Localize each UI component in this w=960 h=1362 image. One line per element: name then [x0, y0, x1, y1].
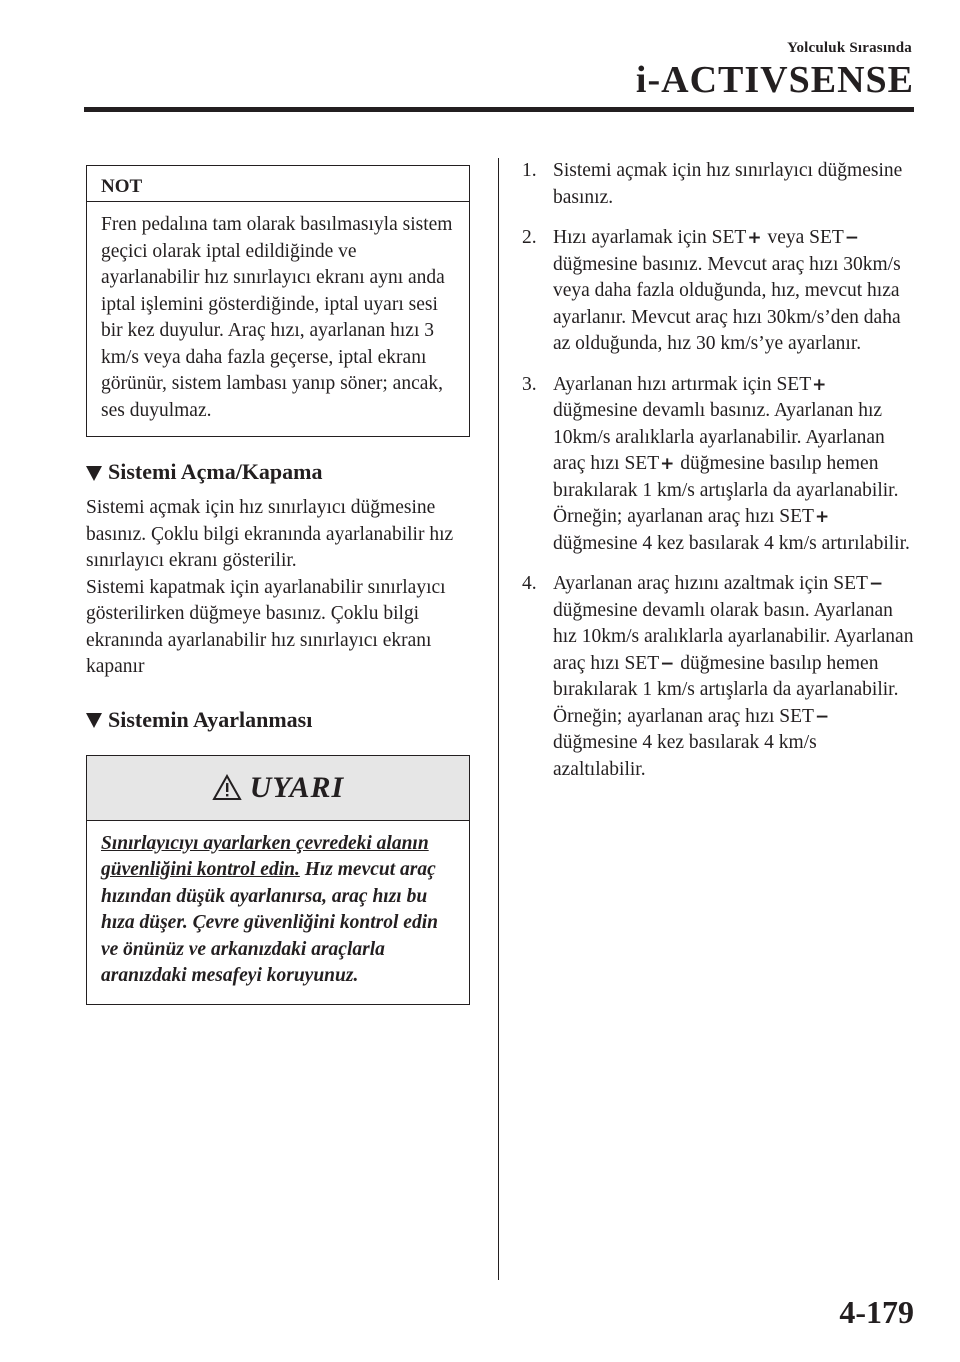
step-number: 2. — [522, 227, 537, 248]
section-heading-on-off — [86, 459, 470, 485]
step-text-segment: düğmesine basılıp hemen bırakılarak 1 km/s artışlarla da ayarlanabilir. Örneğin; ayarlanan araç hızı SET — [553, 652, 899, 727]
step-text — [553, 571, 914, 783]
minus-icon: − — [814, 706, 830, 727]
note-body: Fren pedalına tam olarak basılmasıyla sistem geçici olarak iptal edildiğinde ve ayarlanabilir hız sınırlayıcı ekranı aynı anda iptal işlemini gösterdiğinde, iptal uyarı sesi bir kez duyulur. Araç hızı, ayarlanan hızı 3 km/s veya daha fazla geçerse, iptal ekranı görünür, sistem lambası yanıp söner; ancak, ses duyulmaz. — [101, 214, 453, 421]
step-text-segment: düğmesine 4 kez basılarak 4 km/s azaltılabilir. — [553, 732, 817, 780]
triangle-bullet-icon — [86, 466, 102, 481]
warning-box — [86, 755, 470, 1005]
minus-icon: − — [660, 653, 675, 674]
plus-icon: + — [660, 454, 675, 474]
plus-icon: + — [812, 374, 827, 395]
section-heading-text: Sistemin Ayarlanması — [108, 706, 313, 732]
page-number: 4-179 — [839, 1294, 914, 1330]
step-text-segment: Ayarlanan araç hızını azaltmak için SET — [553, 573, 868, 594]
column-divider — [498, 158, 499, 1280]
step-text — [553, 225, 914, 358]
warning-header — [87, 756, 469, 821]
plus-icon: + — [814, 507, 830, 527]
right-column — [522, 158, 914, 797]
header-rule — [84, 107, 914, 112]
plus-icon: + — [747, 228, 762, 248]
warning-label: UYARI — [249, 770, 345, 804]
warning-underlined-text: Sınırlayıcıyı ayarlarken çevredeki alanın güvenliğini kontrol edin. — [101, 832, 429, 880]
warning-body — [87, 821, 469, 1004]
triangle-bullet-icon — [86, 713, 102, 728]
step-text-segment: düğmesine basılıp hemen bırakılarak 1 km/s artışlarla da ayarlanabilir. Örneğin; ayarlanan araç hızı SET — [553, 453, 899, 527]
step-text-segment: düğmesine basınız. Mevcut araç hızı 30km/s veya daha fazla olduğunda, hız, mevcut hıza ayarlanır. Mevcut araç hızı 30km/s’den daha az olduğunda, hız 30 km/s’ye ayarlanır. — [553, 253, 901, 354]
warning-triangle-icon — [212, 774, 242, 801]
list-item — [522, 158, 914, 211]
paragraph: Sistemi kapatmak için ayarlanabilir sınırlayıcı gösterilirken düğmeye basınız. Çoklu bilgi ekranında ayarlanabilir hız sınırlayıcı ekranı kapanır — [86, 576, 446, 677]
steps-list — [522, 158, 914, 783]
chapter-title: Yolculuk Sırasında — [787, 40, 912, 56]
minus-icon: − — [844, 228, 860, 248]
list-item — [522, 225, 914, 358]
step-text-segment: Sistemi açmak için hız sınırlayıcı düğmesine basınız. — [553, 160, 903, 208]
step-text — [553, 158, 914, 211]
section-title-header: i-ACTIVSENSE — [635, 59, 914, 101]
list-item — [522, 372, 914, 558]
left-column — [86, 165, 470, 1005]
section-heading-text: Sistemi Açma/Kapama — [108, 459, 323, 484]
step-text-segment: düğmesine devamlı basınız. Ayarlanan hız 10km/s aralıklarla ayarlanabilir. Ayarlanan araç hızı SET — [553, 400, 885, 474]
step-text-segment: Ayarlanan hızı artırmak için SET — [553, 373, 812, 395]
step-text-segment: düğmesine devamlı olarak basın. Ayarlanan hız 10km/s aralıklarla ayarlanabilir. Ayarlanan araç hızı SET — [553, 599, 914, 674]
step-number: 3. — [522, 373, 537, 395]
step-number: 1. — [522, 160, 537, 181]
list-item — [522, 571, 914, 783]
step-text-segment: veya SET — [762, 227, 844, 248]
step-text-segment: düğmesine 4 kez basılarak 4 km/s artırılabilir. — [553, 532, 910, 554]
minus-icon: − — [868, 574, 884, 594]
step-text-segment: Hızı ayarlamak için SET — [553, 227, 747, 248]
note-title: NOT — [87, 166, 469, 202]
section-heading-setting — [86, 707, 470, 733]
paragraph: Sistemi açmak için hız sınırlayıcı düğmesine basınız. Çoklu bilgi ekranında ayarlanabilir hız sınırlayıcı ekranı gösterilir. — [86, 497, 454, 571]
step-number: 4. — [522, 573, 537, 594]
note-box — [86, 165, 470, 437]
step-text — [553, 372, 914, 558]
warning-text: Hız mevcut araç hızından düşük ayarlanırsa, araç hızı bu hıza düşer. Çevre güvenliğini kontrol edin ve önünüz ve arkanızdaki araçlarla aranızdaki mesafeyi koruyunuz. — [101, 859, 438, 986]
